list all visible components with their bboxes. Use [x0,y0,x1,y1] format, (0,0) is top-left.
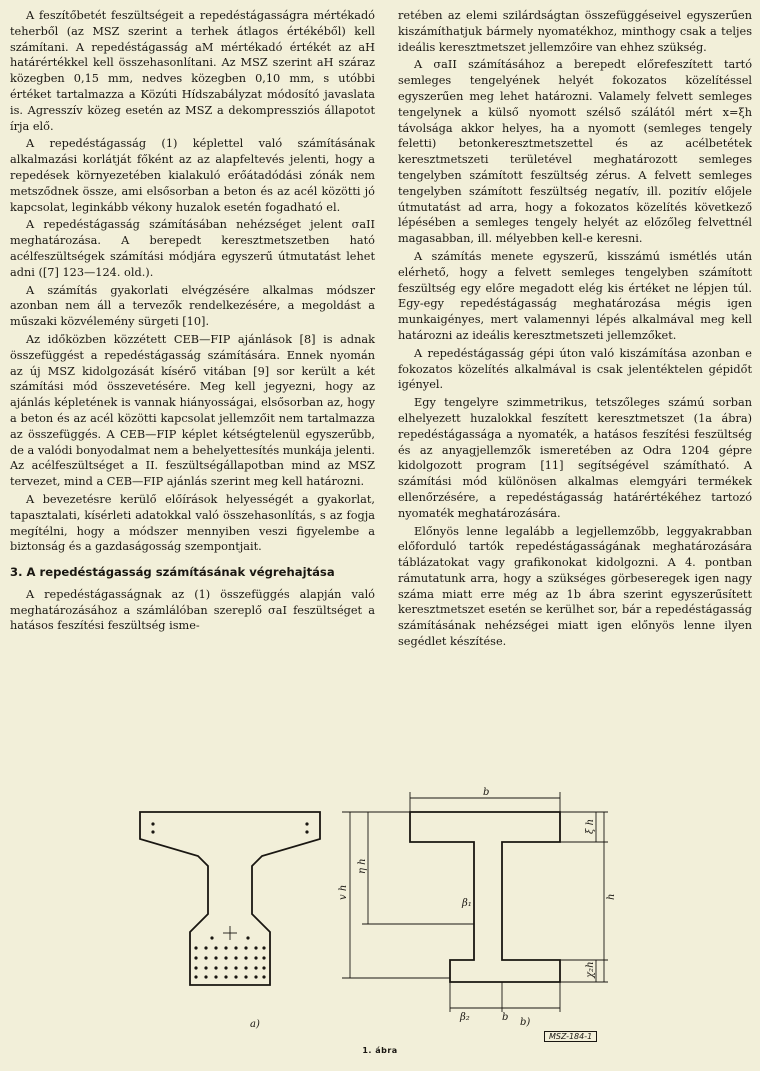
figure-stamp: MSZ-184-1 [544,1031,597,1042]
dim-chi2h: χ₂h [585,961,596,978]
dim-beta1: β₁ [462,898,472,909]
paragraph: retében az elemi szilárdságtan összefüggéseivel egyszerűen kiszámíthatjuk bármely nyomatékhoz, minthogy csak a teljes ideális keresztmetszet jellemzőire van ehhez szükség. [398,9,752,54]
paragraph: A számítás menete egyszerű, kisszámú ismétlés után elérhető, hogy a felvett semleges tengelyben számított feszültség egy előre megadott elég kis értéket ne lépjen túl. Egy-egy repedéstágasság meghatározása mégis igen munkaigényes, mert valamennyi lépés alkalmával meg kell határozni az ideális keresztmetszeti jellemzőket. [398,249,752,342]
section-heading: 3. A repedéstágasság számításának végrehajtása [10,565,335,580]
figure-caption: 1. ábra [362,1046,398,1055]
dimension-lines-b [342,792,608,1012]
paragraph: Egy tengelyre szimmetrikus, tetszőleges számú sorban elhelyezett huzalokkal feszített keresztmetszet (1a ábra) repedéstágassága a nyomaték, a hatásos feszítési feszültség és az anyagjellemzők ismeretében az Odra 1204 gépre kidolgozott program [11] segítségével számítható. A számítási mód különösen alkalmas elemgyári termékek ellenőrzésére, a repedéstágasság határértékéhez tartozó nyomaték meghatározására. [398,396,752,520]
right-column [398,8,752,652]
figure-cross-sections [0,782,760,1071]
label-a: a) [250,1019,260,1030]
dim-beta2: β₂ [460,1012,470,1023]
paragraph: Előnyös lenne legalább a legjellemzőbb, leggyakrabban előforduló tartók repedéstágasságának meghatározására táblázatokat vagy grafikonokat kidolgozni. A 4. pontban rámutatunk arra, hogy a szükséges görbeseregek igen nagy száma miatt erre még az 1b ábra szerint egyszerűsített keresztmetszet esetén se kerülhet sor, bár a repedéstágasság számításának nehézségei miatt igen előnyös lenne ilyen segédlet készítése. [398,524,752,649]
paragraph: Az időközben közzétett CEB—FIP ajánlások [8] is adnak összefüggést a repedéstágasság számítására. Ennek nyomán az új MSZ kidolgozását kísérő vitában [9] sor került a két számítási mód összevetésére. Meg kell jegyezni, hogy az ajánlás képletének is vannak hiányosságai, elsősorban az, hogy a beton és az acél közötti kapcsolat jellemzőit nem tartalmazza az összefüggés. A CEB—FIP képlet kétségtelenül egyszerűbb, de a valódi bonyodalmat nem a behelyettesítés munkája jelenti. Az acélfeszültséget a II. feszültségállapotban mind az MSZ tervezet, mind a CEB—FIP ajánlás szerint meg kell határozni. [10,332,375,489]
paragraph: A bevezetésre kerülő előírások helyességét a gyakorlat, tapasztalati, kísérleti adatokkal való összehasonlítás, s az fogja megítélni, hogy a módszer mennyiben veszi figyelembe a biztonság és a gazdaságosság szempontjait. [10,492,375,554]
paragraph: A repedéstágasságnak az (1) összefüggés alapján való meghatározásához a számlálóban szereplő σaI feszültséget a hatásos feszítési feszültség isme- [10,587,375,633]
wires-a [151,822,308,978]
dim-h: h [606,893,617,900]
dim-eta-h: η h [357,858,368,874]
paragraph: A számítás gyakorlati elvégzésére alkalmas módszer azonban nem áll a tervezők rendelkezésére, a megoldást a műszaki közvélemény sürgeti [10]. [10,283,375,329]
paragraph: A repedéstágasság gépi úton való kiszámítása azonban e fokozatos közelítés alkalmával is csak jelentéktelen gépidőt igényel. [398,346,752,392]
cross-section-b [410,812,560,982]
paragraph: A repedéstágasság számításában nehézséget jelent σaII meghatározása. A berepedt keresztmetszetben ható acélfeszültségek számítási módjára egyszerű útmutatást lehet adni ([7] 123—124. old.). [10,218,375,279]
dim-b-bottom: b [502,1012,509,1023]
paragraph: A feszítőbetét feszültségeit a repedéstágasságra mértékadó teherből (az MSZ szerint a terhek átlagos értékéből) kell számítani. A repedéstágasság aM mértékadó értékét az aH határértékkel kell összehasonlítani. Az MSZ szerint aH száraz közegben 0,15 mm, nedves közegben 0,10 mm, s utóbbi értéket tartalmazza a Közúti Hídszabályzat módosító javaslata is. Agresszív közeg esetén az MSZ a dekompressziós állapotot írja elő. [10,9,375,133]
label-b: b) [520,1017,531,1028]
paragraph: A repedéstágasság (1) képlettel való számításának alkalmazási korlátját főként az az alapfeltevés jelenti, hogy a repedések környezetében kialakuló erőátadódási zónák nem metsződnek össze, ami elsősorban a beton és az acél közötti jó kapcsolat, leginkább vékony huzalok esetén fogadható el. [10,137,375,214]
centroid-mark-a [223,926,237,940]
cross-section-a [140,812,320,985]
dim-b-top: b [483,787,490,798]
paragraph: A σaII számításához a berepedt előrefeszített tartó semleges tengelyének helyét fokozatos közelítéssel egyszerűen meg lehet határozni. Valamely felvett semleges tengelynek a külső nyomott szélső szálától mért x=ξh távolsága akkor helyes, ha a nyomott (semleges tengely feletti) betonkeresztmetszettel és az acélbetétek keresztmetszeti területével meghatározott semleges tengelyben számított feszültség zérus. A felvett semleges tengelyben számított feszültség negatív, ill. pozitív előjele útmutatást ad arra, hogy a fokozatos közelítés következő lépésében a semleges tengely helyét az előzőleg felvettnél magasabban, ill. mélyebben kell-e keresni. [398,58,752,246]
dim-xi-h: ξ h [585,818,596,834]
dim-vh: v h [338,884,349,900]
cross-section-drawing [0,782,760,1071]
left-column [10,8,375,636]
